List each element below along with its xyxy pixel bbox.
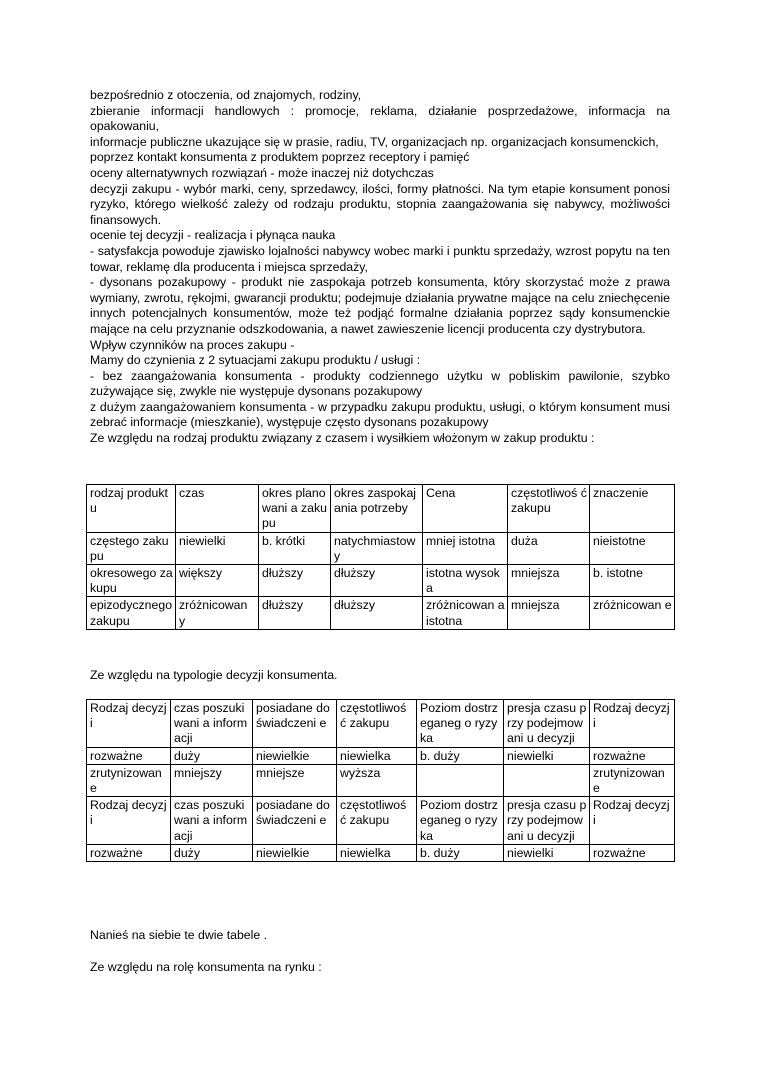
- table-cell: natychmiastow y: [331, 532, 423, 564]
- table-cell: duża: [508, 532, 590, 564]
- table-cell: niewielki: [504, 747, 590, 764]
- table-cell: rozważne: [590, 747, 675, 764]
- table-cell: b. istotne: [590, 565, 675, 597]
- paragraph: z dużym zaangażowaniem konsumenta - w przypadku zakupu produktu, usługi, o którym konsument musi zebrać informacje (mieszkanie), występuje często dysonans pozakupowy: [90, 399, 670, 430]
- table-cell: presja czasu przy podejmowani u decyzji: [504, 797, 590, 845]
- table-cell: Rodzaj decyzji: [590, 797, 675, 845]
- paragraph: - satysfakcja powoduje zjawisko lojalności nabywcy wobec marki i punktu sprzedaży, wzrost popytu na ten towar, reklamę dla producenta i miejsca sprzedaży,: [90, 243, 670, 274]
- paragraph: zbieranie informacji handlowych : promocje, reklama, działanie posprzedażowe, informacja na opakowaniu,: [90, 103, 670, 134]
- paragraph: oceny alternatywnych rozwiązań - może inaczej niż dotychczas: [90, 165, 434, 180]
- paragraph: decyzji zakupu - wybór marki, ceny, sprzedawcy, ilości, formy płatności. Na tym etapie konsument ponosi ryzyko, którego wielkość zależy od rodzaju produktu, stopnia zaangażowania się nabywcy, możliwości finansowych.: [90, 181, 670, 227]
- document-body: [90, 88, 670, 447]
- table-cell: niewielki: [176, 532, 259, 564]
- table-cell: czas poszukiwani a informacji: [171, 797, 253, 845]
- table-cell: zróżnicowan e: [590, 597, 675, 629]
- table-cell: [417, 764, 504, 796]
- table-cell: istotna wysoka: [423, 565, 508, 597]
- table-cell: duży: [171, 844, 253, 861]
- table-cell: [504, 764, 590, 796]
- table-header-cell: presja czasu przy podejmowani u decyzji: [504, 700, 590, 748]
- table-cell: b. duży: [417, 747, 504, 764]
- table-cell: dłuższy: [259, 597, 331, 629]
- table-cell: okresowego zakupu: [87, 565, 176, 597]
- table-header-cell: czas poszukiwani a informacji: [171, 700, 253, 748]
- paragraph: Mamy do czynienia z 2 sytuacjami zakupu produktu / usługi :: [90, 353, 421, 368]
- table-cell: posiadane doświadczeni e: [253, 797, 337, 845]
- table-cell: mniejszy: [171, 764, 253, 796]
- table-cell: dłuższy: [331, 565, 423, 597]
- table-cell: niewielka: [337, 844, 417, 861]
- table-header-cell: posiadane doświadczeni e: [253, 700, 337, 748]
- table-row: [87, 797, 675, 845]
- paragraph: - bez zaangażowania konsumenta - produkty codziennego użytku w pobliskim pawilonie, szybko zużywające się, zwykle nie występuje dysonans pozakupowy: [90, 368, 670, 399]
- paragraph: poprzez kontakt konsumenta z produktem poprzez receptory i pamięć: [90, 150, 470, 165]
- table-cell: zrutynizowan e: [87, 764, 171, 796]
- table-header-cell: okres planowani a zakupu: [259, 485, 331, 533]
- paragraph: - dysonans pozakupowy - produkt nie zaspokaja potrzeb konsumenta, który skorzystać może z prawa wymiany, zwrotu, rękojmi, gwarancji produktu; podejmuje działania prywatne mające na celu zniechęcenie innych potencjalnych konsumentów, może też podjąć formalne działania poprzez sądy konsumenckie mające na celu przyznanie odszkodowania, a nawet zawieszenie licencji producenta czy dystrybutora.: [90, 275, 670, 336]
- table-header-cell: Poziom dostrzeganeg o ryzyka: [417, 700, 504, 748]
- table-header-cell: częstotliwoś ć zakupu: [508, 485, 590, 533]
- table-cell: niewielka: [337, 747, 417, 764]
- table-cell: b. duży: [417, 844, 504, 861]
- table-row: [87, 747, 675, 764]
- table-header-cell: Rodzaj decyzji: [87, 700, 171, 748]
- paragraph: Ze względu na rodzaj produktu związany z czasem i wysiłkiem włożonym w zakup produktu :: [90, 431, 595, 446]
- paragraph: Wpływ czynników na proces zakupu -: [90, 337, 295, 352]
- table-row: [87, 597, 675, 629]
- footer-note: Nanieś na siebie te dwie tabele .: [90, 928, 268, 942]
- table-header-cell: okres zaspokajania potrzeby: [331, 485, 423, 533]
- table-cell: większy: [176, 565, 259, 597]
- table-header-cell: Cena: [423, 485, 508, 533]
- table-cell: mniejsza: [508, 597, 590, 629]
- table-cell: mniej istotna: [423, 532, 508, 564]
- paragraph: bezpośrednio z otoczenia, od znajomych, rodziny,: [90, 88, 362, 102]
- table-header-cell: Rodzaj decyzji: [590, 700, 675, 748]
- table-cell: niewielkie: [253, 844, 337, 861]
- table-cell: dłuższy: [331, 597, 423, 629]
- table-header-cell: częstotliwoś ć zakupu: [337, 700, 417, 748]
- table-cell: mniejsza: [508, 565, 590, 597]
- product-type-table: [86, 484, 675, 630]
- table-cell: zróżnicowan y: [176, 597, 259, 629]
- table-header-cell: czas: [176, 485, 259, 533]
- table-header-cell: rodzaj produktu: [87, 485, 176, 533]
- table-cell: zrutynizowan e: [590, 764, 675, 796]
- table-cell: dłuższy: [259, 565, 331, 597]
- paragraph: ocenie tej decyzji - realizacja i płynąca nauka: [90, 228, 336, 243]
- table-cell: częstego zakupu: [87, 532, 176, 564]
- table-header-cell: znaczenie: [590, 485, 675, 533]
- table-cell: rozważne: [590, 844, 675, 861]
- table-cell: b. krótki: [259, 532, 331, 564]
- table-row: [87, 565, 675, 597]
- table-cell: zróżnicowan a istotna: [423, 597, 508, 629]
- table-cell: niewielki: [504, 844, 590, 861]
- table-cell: duży: [171, 747, 253, 764]
- footer-note: Ze względu na rolę konsumenta na rynku :: [90, 960, 322, 974]
- table-cell: Rodzaj decyzji: [87, 797, 171, 845]
- table-cell: rozważne: [87, 844, 171, 861]
- paragraph: informacje publiczne ukazujące się w prasie, radiu, TV, organizacjach np. organizacjach konsumenckich,: [90, 134, 659, 149]
- table-cell: epizodycznego zakupu: [87, 597, 176, 629]
- table-cell: niewielkie: [253, 747, 337, 764]
- table-row: [87, 532, 675, 564]
- decision-typology-table: [86, 699, 675, 862]
- table-row: [87, 844, 675, 861]
- table-cell: częstotliwoś ć zakupu: [337, 797, 417, 845]
- table-header-row: [87, 700, 675, 748]
- table-cell: Poziom dostrzeganeg o ryzyka: [417, 797, 504, 845]
- table-cell: mniejsze: [253, 764, 337, 796]
- table-cell: nieistotne: [590, 532, 675, 564]
- table-cell: rozważne: [87, 747, 171, 764]
- table-cell: wyższa: [337, 764, 417, 796]
- typology-heading: Ze względu na typologie decyzji konsumenta.: [90, 668, 338, 682]
- table-row: [87, 764, 675, 796]
- table-header-row: [87, 485, 675, 533]
